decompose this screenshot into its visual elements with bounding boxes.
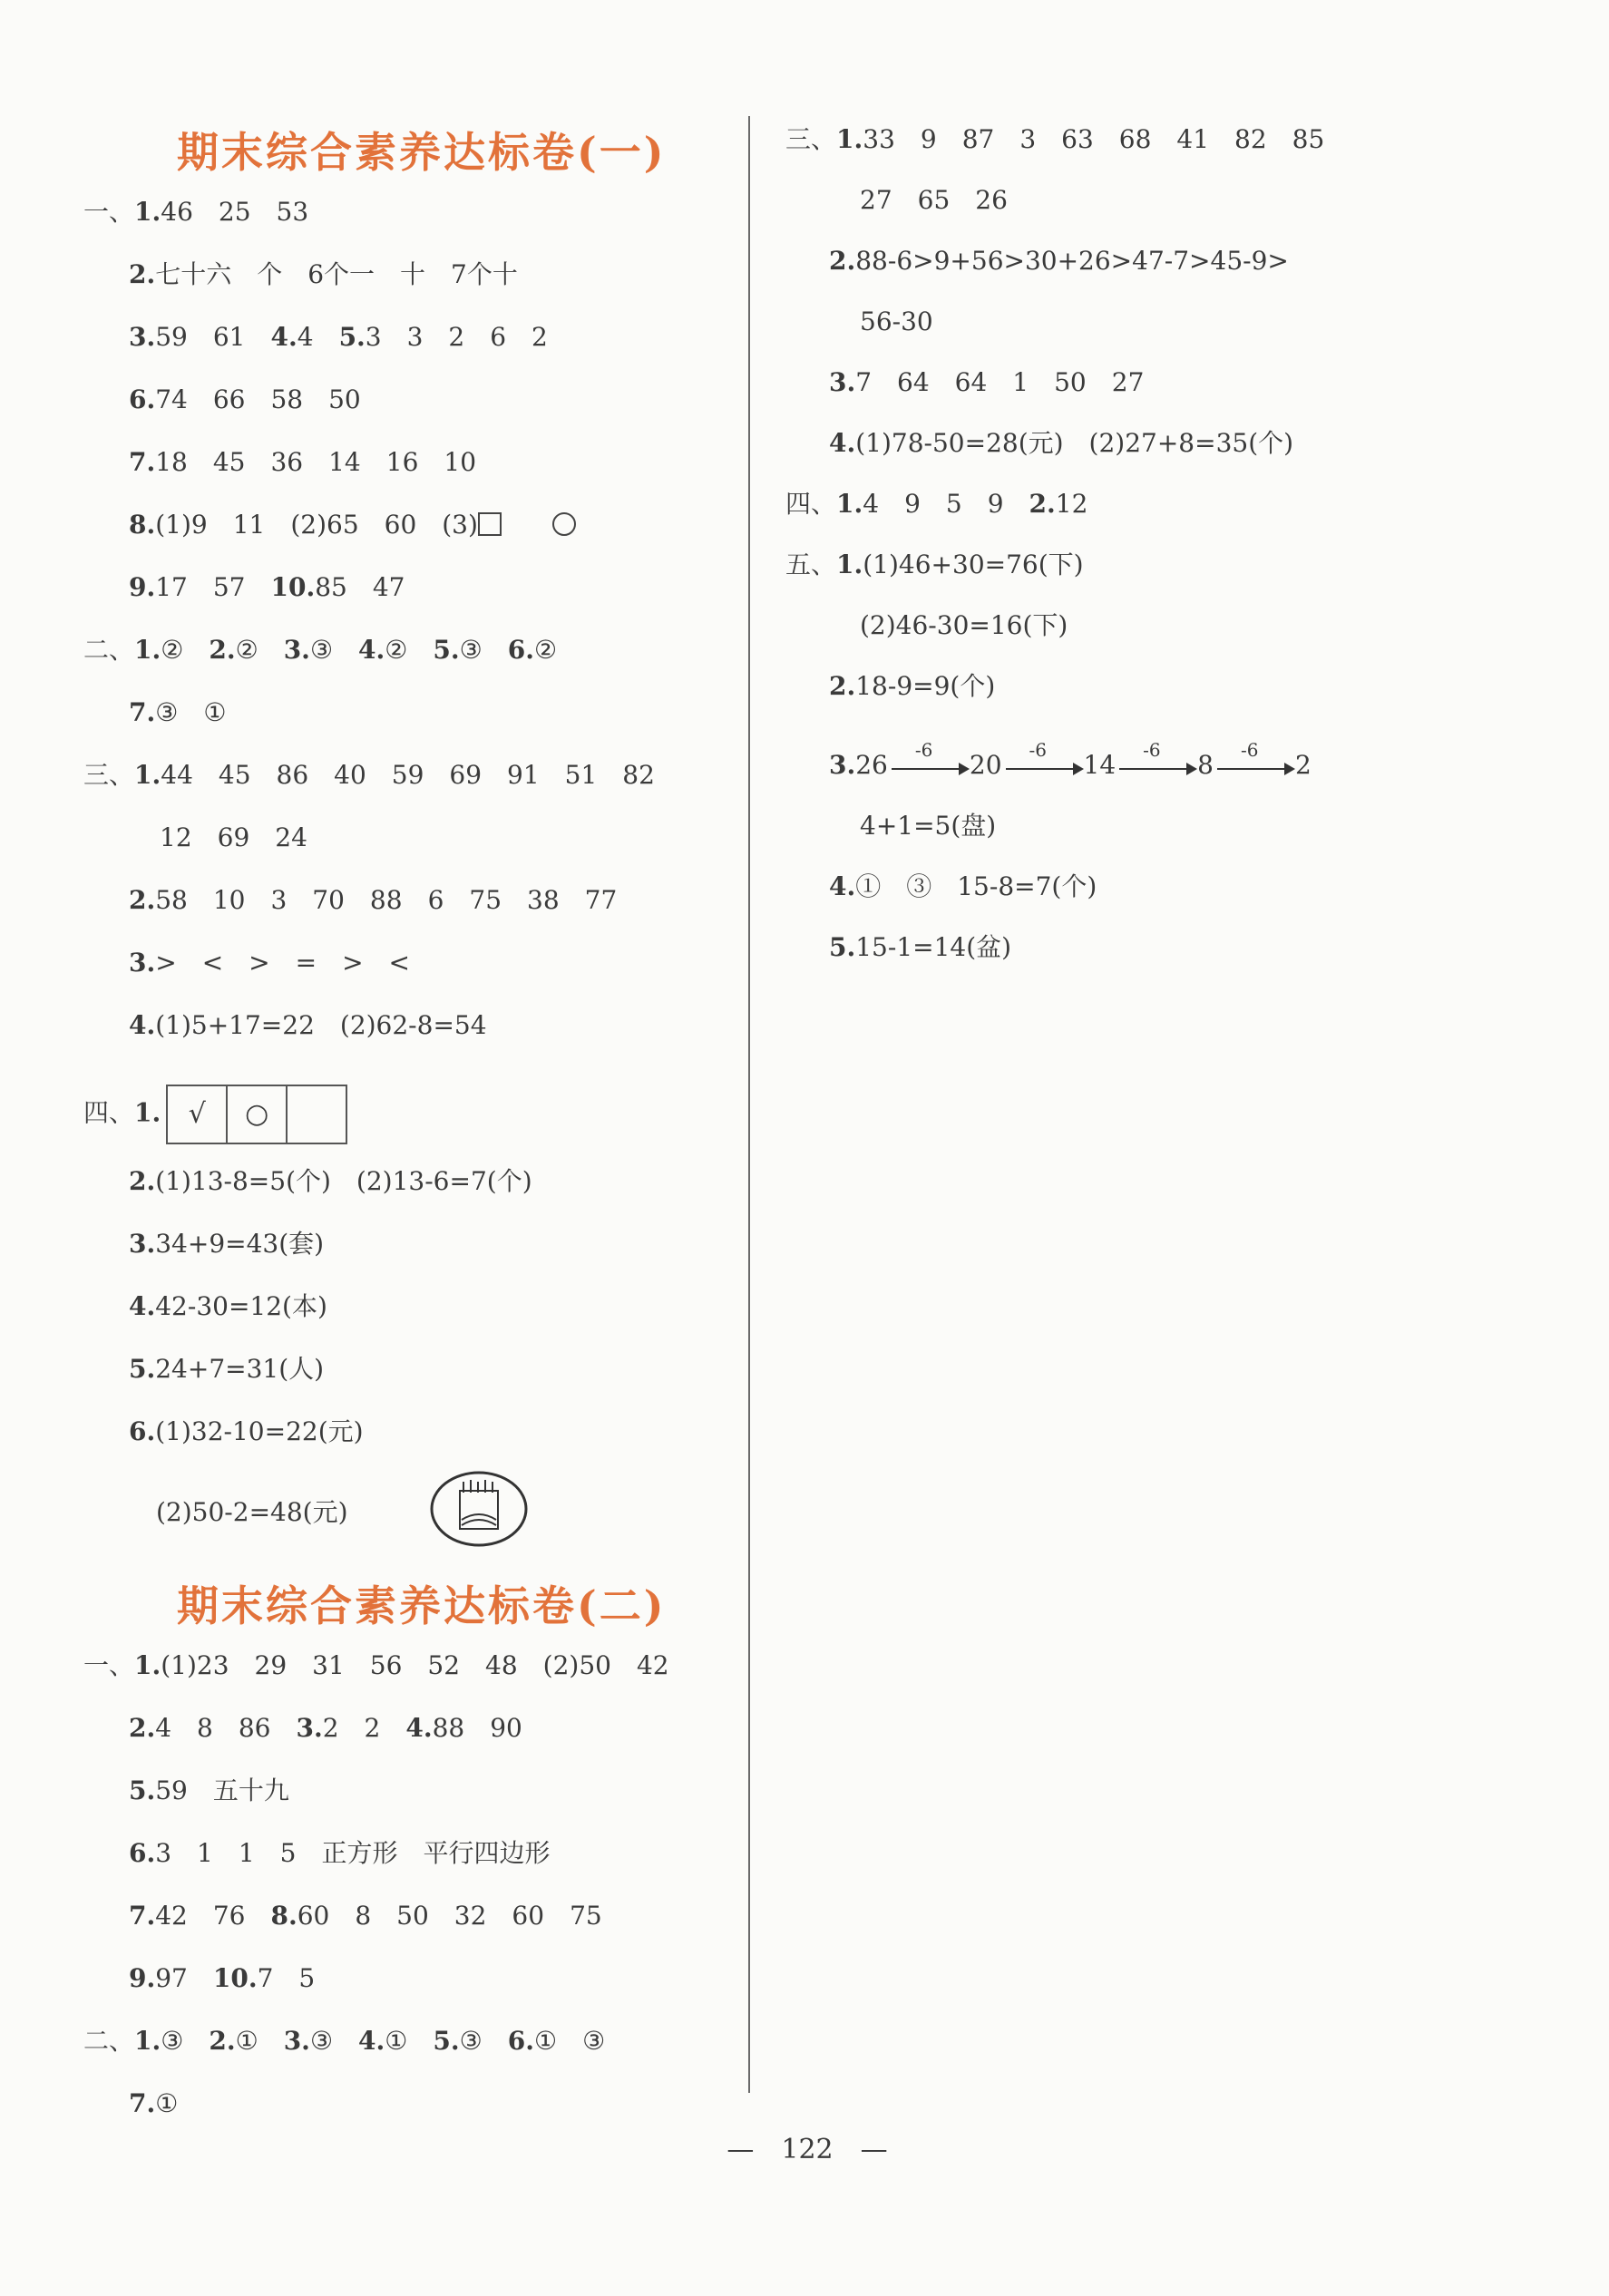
circle-shape xyxy=(552,512,576,536)
arrow-icon: -6 xyxy=(888,754,970,781)
arrow-icon: -6 xyxy=(1002,754,1084,781)
answer-line: 2.(1)13-8=5(个) (2)13-6=7(个) xyxy=(129,1166,532,1196)
answer-line: 6.74 66 58 50 xyxy=(129,384,361,414)
answer-line: 7.① xyxy=(129,2088,179,2118)
answer-line: 6.(1)32-10=22(元) xyxy=(129,1416,364,1446)
square-shape xyxy=(478,512,502,536)
answer-line: 3.34+9=43(套) xyxy=(129,1229,325,1259)
answer-line: 2.4 8 86 3.2 2 4.88 90 xyxy=(129,1713,522,1743)
answer-line: 3.7 64 64 1 50 27 xyxy=(829,367,1145,397)
answer-line: 4.(1)78-50=28(元) (2)27+8=35(个) xyxy=(829,428,1294,458)
answer-line: 7.18 45 36 14 16 10 xyxy=(129,447,477,477)
answer-line: 7.42 76 8.60 8 50 32 60 75 xyxy=(129,1901,602,1931)
arrow-icon: -6 xyxy=(1214,754,1295,781)
answer-line: 5.24+7=31(人) xyxy=(129,1354,325,1384)
answer-line: 5.59 五十九 xyxy=(129,1776,289,1805)
answer-line: 56-30 xyxy=(860,306,933,336)
answer-line: 二、1.③ 2.① 3.③ 4.① 5.③ 6.① ③ xyxy=(83,2026,606,2056)
exam2-title: 期末综合素养达标卷(二) xyxy=(177,1581,667,1630)
answer-line: 四、1.4 9 5 9 2.12 xyxy=(785,489,1088,519)
answer-line: 5.15-1=14(盆) xyxy=(829,932,1012,962)
exam1-title: 期末综合素养达标卷(一) xyxy=(177,128,667,177)
answer-line: 4.① ③ 15-8=7(个) xyxy=(829,871,1097,901)
answer-line: 2.18-9=9(个) xyxy=(829,671,996,701)
answer-line: 3.59 61 4.4 5.3 3 2 6 2 xyxy=(129,322,548,352)
answer-line: (2)46-30=16(下) xyxy=(860,610,1068,640)
answer-line: 二、1.② 2.② 3.③ 4.② 5.③ 6.② xyxy=(83,635,558,665)
pencil-cup-drawing xyxy=(429,1469,529,1549)
column-divider xyxy=(748,116,750,2093)
answer-line: 4.42-30=12(本) xyxy=(129,1291,327,1321)
answer-line: 2.58 10 3 70 88 6 75 38 77 xyxy=(129,885,618,915)
answer-line: 6.3 1 1 5 正方形 平行四边形 xyxy=(129,1838,551,1868)
answer-line: 四、1. √ ○ xyxy=(83,1085,347,1144)
answer-line: 3.> < > = > < xyxy=(129,948,411,978)
answer-line: 4+1=5(盘) xyxy=(860,811,997,841)
answer-line: 一、1.(1)23 29 31 56 52 48 (2)50 42 xyxy=(83,1650,669,1680)
page-number: — 122 — xyxy=(726,2134,888,2165)
answer-line: 27 65 26 xyxy=(860,185,1008,215)
answer-line: 五、1.(1)46+30=76(下) xyxy=(785,550,1084,579)
answer-line: 一、1.46 25 53 xyxy=(83,197,309,227)
answer-line: 7.③ ① xyxy=(129,697,227,727)
answer-line: (2)50-2=48(元) xyxy=(156,1497,348,1527)
answer-line: 4.(1)5+17=22 (2)62-8=54 xyxy=(129,1010,487,1040)
arrow-icon: -6 xyxy=(1116,754,1197,781)
answer-line: 2.88-6>9+56>30+26>47-7>45-9> xyxy=(829,246,1289,276)
answer-line: 9.17 57 10.85 47 xyxy=(129,572,405,602)
answer-line: 8.(1)9 11 (2)65 60 (3) xyxy=(129,509,576,541)
arrow-chain-line: 3.26 -6 20 -6 14 -6 8 -6 2 xyxy=(829,738,1312,780)
answer-line: 9.97 10.7 5 xyxy=(129,1963,316,1993)
answer-line: 三、1.44 45 86 40 59 69 91 51 82 xyxy=(83,760,655,790)
answer-line: 12 69 24 xyxy=(160,822,307,852)
answer-box-row: √ ○ xyxy=(166,1085,347,1144)
answer-line: 三、1.33 9 87 3 63 68 41 82 85 xyxy=(785,124,1325,154)
answer-line: 2.七十六 个 6个一 十 7个十 xyxy=(129,259,518,289)
